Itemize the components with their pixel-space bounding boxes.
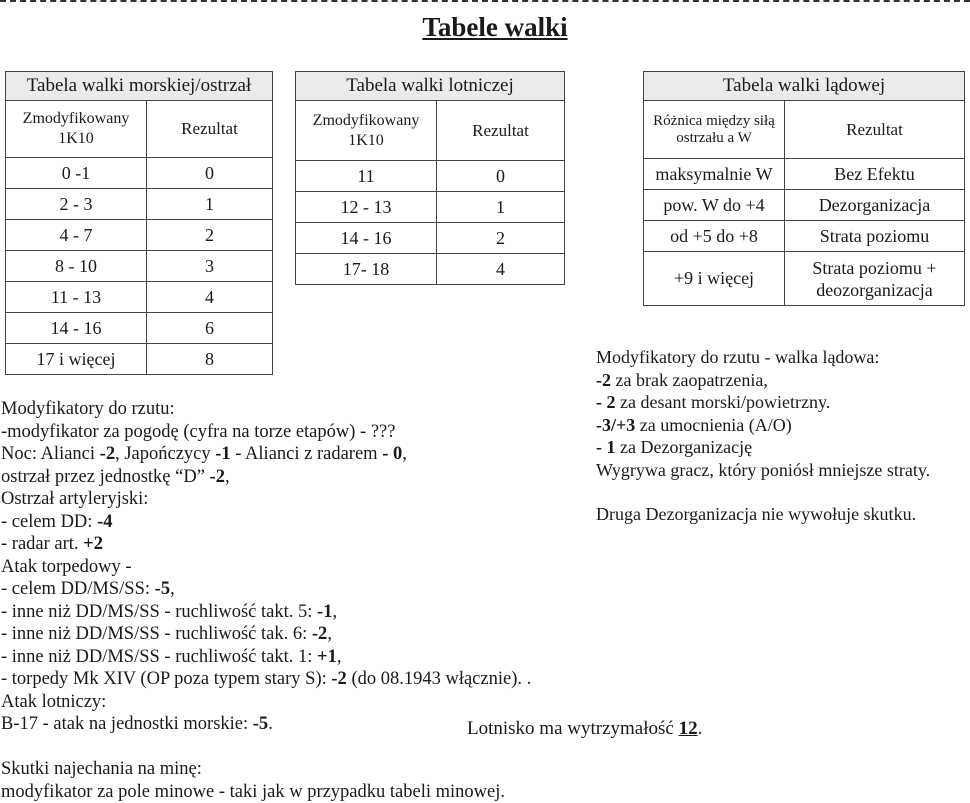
table-cell: 2 bbox=[147, 220, 273, 251]
table-cell: +9 i więcej bbox=[644, 252, 785, 306]
modifier-value: -3/+3 bbox=[596, 415, 635, 435]
modifier-value: -5 bbox=[253, 714, 268, 734]
modifier-value: -5 bbox=[155, 579, 170, 599]
modifier-text: - celem DD: bbox=[1, 512, 97, 532]
modifier-text: . bbox=[268, 714, 273, 734]
column-header: Rezultat bbox=[437, 101, 565, 161]
section-heading: Atak lotniczy: bbox=[1, 691, 531, 714]
modifier-text: , bbox=[327, 624, 332, 644]
table-cell: 4 - 7 bbox=[6, 220, 147, 251]
column-header: Zmodyfikowany 1K10 bbox=[6, 101, 147, 158]
land-combat-table bbox=[643, 71, 965, 306]
modifier-text: - radar art. bbox=[1, 534, 83, 554]
table-cell: 11 bbox=[296, 161, 437, 192]
modifier-value: +1 bbox=[317, 647, 337, 667]
airfield-note bbox=[467, 718, 702, 740]
modifier-text: - inne niż DD/MS/SS - ruchliwość tak. 6: bbox=[1, 624, 312, 644]
modifier-text: za brak zaopatrzenia, bbox=[611, 370, 768, 390]
airfield-value: 12 bbox=[679, 718, 698, 739]
table-cell: Strata poziomu bbox=[785, 221, 965, 252]
modifier-text: Wygrywa gracz, który poniósł mniejsze straty. bbox=[596, 459, 930, 482]
modifier-value: -2 bbox=[596, 370, 611, 390]
modifier-text: za Dezorganizację bbox=[616, 437, 753, 457]
modifier-value: -2 bbox=[331, 669, 346, 689]
mine-text: modyfikator za pole minowe - taki jak w przypadku tabeli minowej. bbox=[1, 781, 505, 803]
modifier-text: ostrzał przez jednostkę “D” bbox=[1, 467, 210, 487]
modifier-value: -4 bbox=[97, 512, 112, 532]
table-cell: 6 bbox=[147, 313, 273, 344]
column-header: Rezultat bbox=[785, 101, 965, 159]
modifier-text: B-17 - atak na jednostki morskie: bbox=[1, 714, 253, 734]
section-heading: Atak torpedowy - bbox=[1, 556, 531, 579]
modifier-text: , bbox=[332, 602, 337, 622]
dashed-top-border bbox=[0, 0, 970, 10]
table-cell: Strata poziomu + deozorganizacja bbox=[785, 252, 965, 306]
modifier-text: (do 08.1943 włącznie). . bbox=[347, 669, 531, 689]
naval-combat-table bbox=[5, 71, 273, 375]
modifier-text: Druga Dezorganizacja nie wywołuje skutku. bbox=[596, 503, 930, 526]
table-cell: 4 bbox=[147, 282, 273, 313]
airfield-end: . bbox=[698, 718, 703, 739]
table-cell: Dezorganizacja bbox=[785, 190, 965, 221]
table-cell: 0 bbox=[437, 161, 565, 192]
modifier-text: - celem DD/MS/SS: bbox=[1, 579, 155, 599]
table-cell: 14 - 16 bbox=[296, 223, 437, 254]
table-cell: Bez Efektu bbox=[785, 159, 965, 190]
table-cell: 17- 18 bbox=[296, 254, 437, 285]
modifier-value: -2 bbox=[100, 444, 115, 464]
modifier-value: -1 bbox=[215, 444, 230, 464]
table-cell: 4 bbox=[437, 254, 565, 285]
table-cell: 8 bbox=[147, 344, 273, 375]
airfield-text: Lotnisko ma wytrzymałość bbox=[467, 718, 679, 739]
column-header: Zmodyfikowany 1K10 bbox=[296, 101, 437, 161]
table-cell: 2 - 3 bbox=[6, 189, 147, 220]
section-heading: Ostrzał artyleryjski: bbox=[1, 488, 531, 511]
modifier-text: - torpedy Mk XIV (OP poza typem stary S): bbox=[1, 669, 331, 689]
table-cell: maksymalnie W bbox=[644, 159, 785, 190]
modifier-value: - 0 bbox=[382, 444, 402, 464]
modifier-value: -2 bbox=[210, 467, 225, 487]
modifier-text: - Alianci z radarem bbox=[231, 444, 383, 464]
modifier-value: -2 bbox=[312, 624, 327, 644]
modifier-text: , bbox=[225, 467, 230, 487]
table-caption: Tabela walki lotniczej bbox=[296, 72, 565, 101]
table-cell: pow. W do +4 bbox=[644, 190, 785, 221]
table-caption: Tabela walki morskiej/ostrzał bbox=[6, 72, 273, 101]
modifier-text: , bbox=[170, 579, 175, 599]
modifier-text: za umocnienia (A/O) bbox=[635, 415, 791, 435]
table-cell: 14 - 16 bbox=[6, 313, 147, 344]
modifier-text: Noc: Alianci bbox=[1, 444, 100, 464]
table-caption: Tabela walki lądowej bbox=[644, 72, 965, 101]
page-title: Tabele walki bbox=[0, 12, 970, 43]
mine-heading: Skutki najechania na minę: bbox=[1, 758, 505, 781]
modifier-value: - 2 bbox=[596, 392, 616, 412]
table-cell: 3 bbox=[147, 251, 273, 282]
table-cell: 2 bbox=[437, 223, 565, 254]
modifier-value: +2 bbox=[83, 534, 103, 554]
modifier-text: , bbox=[337, 647, 342, 667]
column-header: Różnica między siłą ostrzału a W bbox=[644, 101, 785, 159]
air-combat-table bbox=[295, 71, 565, 285]
table-cell: 0 bbox=[147, 158, 273, 189]
modifier-text: , Japończycy bbox=[115, 444, 215, 464]
naval-modifiers bbox=[1, 398, 531, 736]
table-cell: 12 - 13 bbox=[296, 192, 437, 223]
table-cell: 1 bbox=[437, 192, 565, 223]
table-cell: 11 - 13 bbox=[6, 282, 147, 313]
column-header: Rezultat bbox=[147, 101, 273, 158]
table-cell: 8 - 10 bbox=[6, 251, 147, 282]
land-modifiers bbox=[596, 346, 930, 526]
modifier-text: za desant morski/powietrzny. bbox=[616, 392, 831, 412]
naval-modifiers-heading: Modyfikatory do rzutu: bbox=[1, 398, 531, 421]
table-cell: 0 -1 bbox=[6, 158, 147, 189]
table-cell: 17 i więcej bbox=[6, 344, 147, 375]
table-cell: od +5 do +8 bbox=[644, 221, 785, 252]
modifier-value: - 1 bbox=[596, 437, 616, 457]
modifier-value: -1 bbox=[317, 602, 332, 622]
modifier-text: - inne niż DD/MS/SS - ruchliwość takt. 5: bbox=[1, 602, 317, 622]
mine-note bbox=[1, 758, 505, 803]
modifier-text: -modyfikator za pogodę (cyfra na torze etapów) - ??? bbox=[1, 421, 531, 444]
land-modifiers-heading: Modyfikatory do rzutu - walka lądowa: bbox=[596, 346, 930, 369]
table-cell: 1 bbox=[147, 189, 273, 220]
modifier-text: , bbox=[402, 444, 407, 464]
modifier-text: - inne niż DD/MS/SS - ruchliwość takt. 1: bbox=[1, 647, 317, 667]
